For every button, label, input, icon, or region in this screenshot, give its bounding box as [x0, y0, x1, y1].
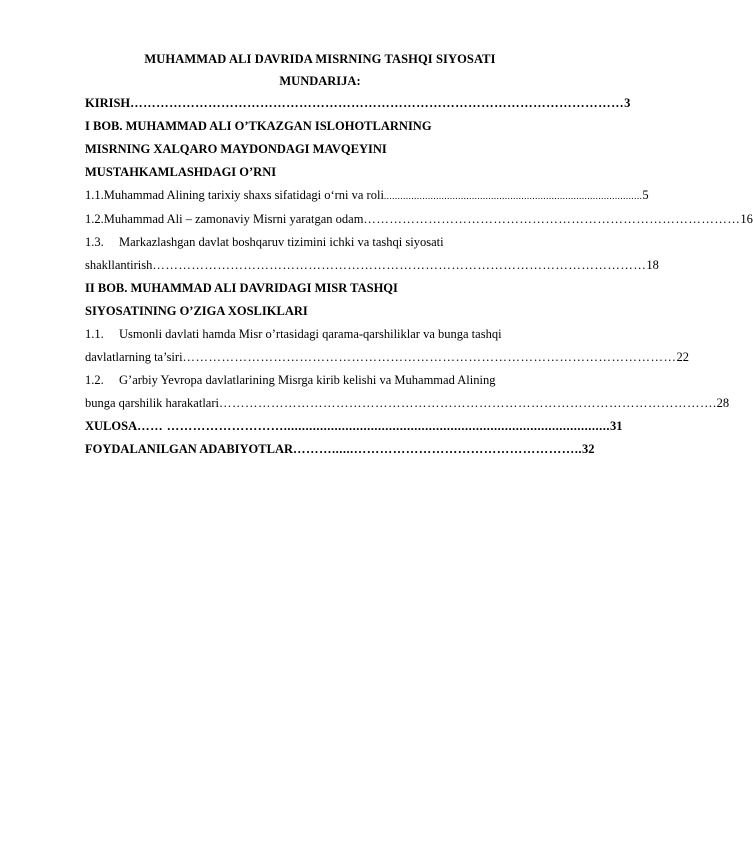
toc-entry-2-1-line2[interactable]: [85, 346, 690, 369]
chapter2-heading-line1: II BOB. MUHAMMAD ALI DAVRIDAGI MISR TASHQI: [85, 281, 398, 295]
toc-leader-dots: ..............................................................................................: [383, 191, 643, 201]
toc-entry-label: FOYDALANILGAN ADABIYOTLAR: [85, 442, 294, 456]
toc-leader-dots: …… ………………………..........................................................................................: [137, 419, 610, 433]
toc-entry-label: Muhammad Ali – zamonaviy Misrni yaratgan odam: [103, 212, 364, 226]
toc-entry-label: G’arbiy Yevropa davlatlarining Misrga kirib kelishi va Muhammad Alining: [119, 373, 496, 387]
toc-page-number: 31: [609, 419, 623, 433]
toc-leader-dots: ……………………………………………………………………………………………………: [130, 96, 625, 110]
toc-entry-label-continued: bunga qarshilik harakatlari: [85, 396, 219, 410]
document-title: MUHAMMAD ALI DAVRIDA MISRNING TASHQI SIYOSATI: [144, 52, 496, 66]
chapter1-heading-line2: MISRNING XALQARO MAYDONDAGI MAVQEYINI: [85, 142, 387, 156]
toc-entry-label: Muhammad Alining tarixiy shaxs sifatidagi o‘rni va roli: [103, 188, 384, 202]
toc-entry-1-1[interactable]: [85, 184, 649, 208]
toc-page-number: 32: [582, 442, 595, 456]
section-number: 1.3.: [85, 235, 104, 249]
toc-page-number: 22: [676, 350, 690, 364]
contents-heading: MUNDARIJA:: [279, 74, 361, 88]
section-number: 1.1.: [85, 327, 104, 341]
toc-entry-label-continued: davlatlarning ta’siri: [85, 350, 183, 364]
toc-page-number: 28: [716, 396, 730, 410]
toc-leader-dots: …………………………………………………………………………………………………….: [218, 396, 717, 410]
toc-entry-label-continued: shakllantirish: [85, 258, 153, 272]
chapter1-heading-line3: MUSTAHKAMLASHDAGI O’RNI: [85, 165, 277, 179]
toc-page-number: 5: [642, 188, 649, 202]
toc-entry-2-2-line1[interactable]: [85, 369, 555, 392]
chapter2-heading-line2: SIYOSATINING O’ZIGA XOSLIKLARI: [85, 304, 308, 318]
toc-entry-intro[interactable]: [85, 92, 631, 115]
toc-entry-label: KIRISH: [85, 96, 131, 110]
toc-leader-dots: ……………………………………………………………………………: [363, 212, 741, 226]
toc-entry-1-3-line2[interactable]: [85, 254, 659, 277]
toc-page-number: 18: [646, 258, 659, 272]
toc-entry-1-3-line1[interactable]: [85, 231, 555, 254]
toc-page-number: 16: [740, 212, 753, 226]
toc-leader-dots: ……………………………………………………………………………………………………: [152, 258, 647, 272]
toc-page-number: 3: [624, 96, 631, 110]
toc-entry-label: XULOSA: [85, 419, 138, 433]
toc-entry-2-2-line2[interactable]: [85, 392, 730, 415]
document-page: [85, 48, 753, 461]
toc-entry-conclusion[interactable]: [85, 415, 623, 438]
toc-leader-dots: ………......……………………………………………..: [293, 442, 583, 456]
toc-leader-dots: ……………………………………………………………………………………………………: [182, 350, 677, 364]
section-number: 1.1.: [85, 188, 104, 202]
toc-entry-label: Markazlashgan davlat boshqaruv tizimini ichki va tashqi siyosati: [119, 235, 444, 249]
chapter1-heading-line1: I BOB. MUHAMMAD ALI O’TKAZGAN ISLOHOTLARNING: [85, 119, 432, 133]
toc-entry-2-1-line1[interactable]: [85, 323, 555, 346]
toc-entry-1-2[interactable]: [85, 208, 753, 231]
section-number: 1.2.: [85, 212, 104, 226]
section-number: 1.2.: [85, 373, 104, 387]
toc-entry-references[interactable]: [85, 438, 595, 461]
toc-entry-label: Usmonli davlati hamda Misr o’rtasidagi qarama-qarshiliklar va bunga tashqi: [119, 327, 502, 341]
